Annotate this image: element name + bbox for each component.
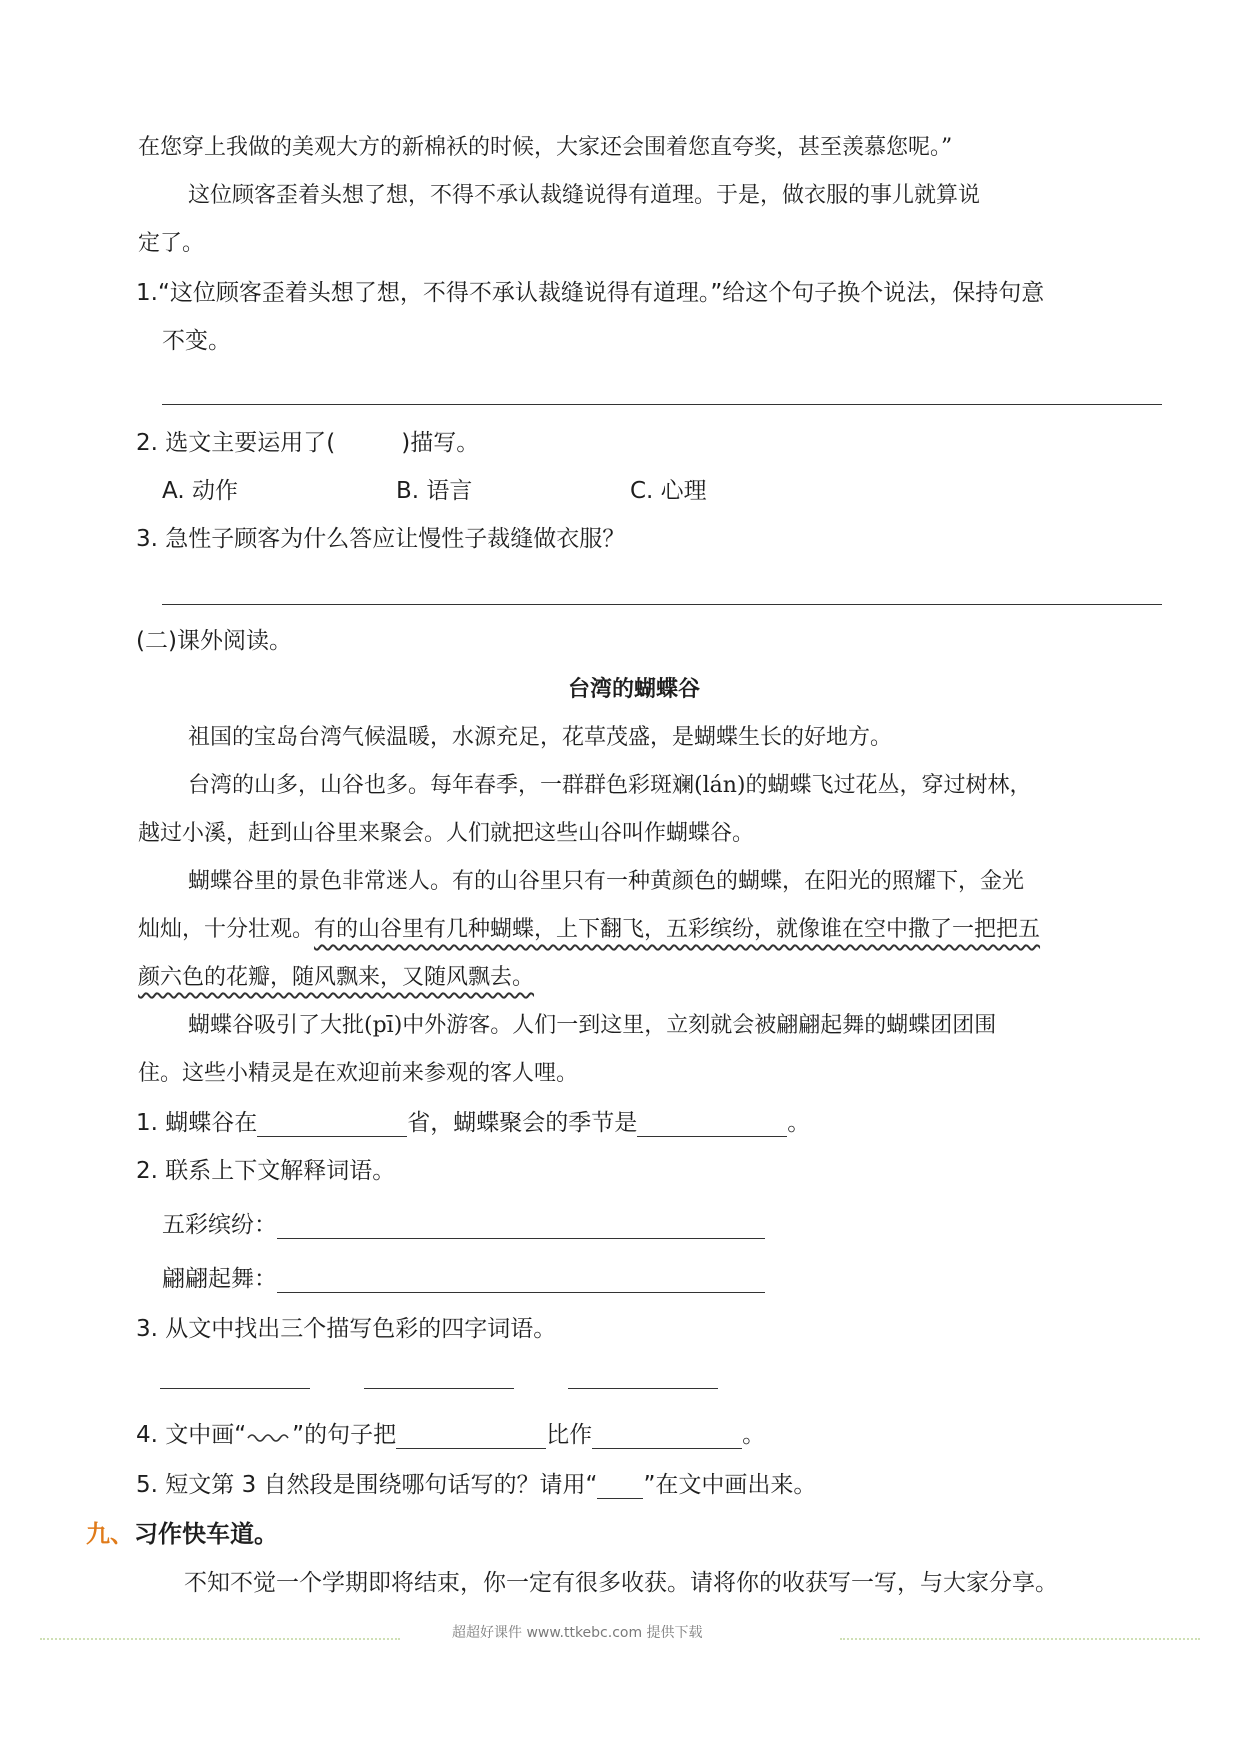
p2-q1-text-b: 省，蝴蝶聚会的季节是: [407, 1110, 638, 1136]
fill-blank-term-1[interactable]: [277, 1216, 765, 1239]
term-1-label: 五彩缤纷：: [162, 1212, 277, 1238]
fill-blank-object[interactable]: [592, 1426, 742, 1449]
wavy-underlined-sentence: 有的山谷里有几种蝴蝶，上下翻飞，五彩缤纷，就像谁在空中撒了一把把五: [314, 917, 1041, 942]
passage-line: 这位顾客歪着头想了想，不得不承认裁缝说得有道理。于是，做衣服的事儿就算说: [188, 183, 981, 208]
p2-question-5: [136, 1466, 816, 1499]
paragraph-3-cont: [138, 912, 1040, 943]
answer-line[interactable]: [162, 404, 1162, 405]
passage-line: 定了。: [138, 231, 205, 256]
p2-question-4: [136, 1416, 765, 1449]
section-9-number: 九、: [86, 1520, 134, 1548]
answer-blank-3[interactable]: [568, 1388, 718, 1389]
fill-blank-province[interactable]: [257, 1114, 407, 1137]
p2-q5-text-a: 5. 短文第 3 自然段是围绕哪句话写的？请用“: [136, 1472, 598, 1498]
fill-blank-term-2[interactable]: [277, 1270, 765, 1293]
writing-prompt: 不知不觉一个学期即将结束，你一定有很多收获。请将你的收获写一写，与大家分享。: [184, 1570, 1058, 1596]
passage-line: 在您穿上我做的美观大方的新棉袄的时候，大家还会围着您直夸奖，甚至羡慕您呢。”: [138, 135, 953, 160]
option-b[interactable]: B. 语言: [396, 478, 473, 504]
answer-blank-1[interactable]: [160, 1388, 310, 1389]
passage-title: 台湾的蝴蝶谷: [568, 677, 701, 702]
question-3: 3. 急性子顾客为什么答应让慢性子裁缝做衣服？: [136, 526, 626, 552]
wavy-underlined-sentence-end: 颜六色的花瓣，随风飘来，又随风飘去。: [138, 965, 535, 990]
paragraph-2: 台湾的山多，山谷也多。每年春季，一群群色彩斑斓(lán)的蝴蝶飞过花丛，穿过树林，: [188, 773, 1032, 798]
decorative-dotted-border: [840, 1638, 1200, 1640]
paragraph-2-cont: 越过小溪，赶到山谷里来聚会。人们就把这些山谷叫作蝴蝶谷。: [138, 821, 755, 846]
paragraph-4: 蝴蝶谷吸引了大批(pī)中外游客。人们一到这里，立刻就会被翩翩起舞的蝴蝶团团围: [188, 1013, 997, 1038]
p2-q4-text-a: 4. 文中画“: [136, 1422, 247, 1448]
question-1: 1.“这位顾客歪着头想了想，不得不承认裁缝说得有道理。”给这个句子换个说法，保持句意: [136, 280, 1045, 306]
p2-question-3: 3. 从文中找出三个描写色彩的四字词语。: [136, 1316, 557, 1342]
paragraph-3-cont2: [138, 960, 534, 991]
p2-q1-text-c: 。: [787, 1110, 811, 1136]
answer-line[interactable]: [162, 604, 1162, 605]
p2-q4-text-d: 。: [742, 1422, 766, 1448]
straight-line-icon: [597, 1478, 643, 1499]
fill-blank-season[interactable]: [637, 1114, 787, 1137]
decorative-dotted-border: [40, 1638, 400, 1640]
p2-question-1: [136, 1104, 810, 1137]
term-2: [162, 1260, 765, 1293]
term-2-label: 翩翩起舞：: [162, 1266, 277, 1292]
option-a[interactable]: A. 动作: [162, 478, 238, 504]
section-9-heading: [86, 1514, 278, 1549]
p2-q1-text-a: 1. 蝴蝶谷在: [136, 1110, 258, 1136]
section-9-title: 习作快车道。: [134, 1520, 278, 1548]
fill-blank-subject[interactable]: [396, 1426, 546, 1449]
section-heading: (二)课外阅读。: [136, 628, 292, 654]
p2-q5-text-b: ”在文中画出来。: [643, 1472, 817, 1498]
wavy-line-icon: [246, 1429, 292, 1443]
question-2-suffix: )描写。: [401, 430, 480, 456]
option-c[interactable]: C. 心理: [630, 478, 707, 504]
question-2-prefix: 2. 选文主要运用了(: [136, 430, 336, 456]
paragraph-1: 祖国的宝岛台湾气候温暖，水源充足，花草茂盛，是蝴蝶生长的好地方。: [188, 725, 893, 750]
paragraph-3: 蝴蝶谷里的景色非常迷人。有的山谷里只有一种黄颜色的蝴蝶，在阳光的照耀下，金光: [188, 869, 1025, 894]
p2-q4-text-b: ”的句子把: [292, 1422, 397, 1448]
question-1-cont: 不变。: [162, 328, 231, 354]
term-1: [162, 1206, 765, 1239]
p2-question-2: 2. 联系上下文解释词语。: [136, 1158, 396, 1184]
paragraph-4-cont: 住。这些小精灵是在欢迎前来参观的客人哩。: [138, 1061, 579, 1086]
paragraph-3-plain: 灿灿，十分壮观。: [138, 917, 315, 942]
answer-blank-2[interactable]: [364, 1388, 514, 1389]
footer-watermark: 超超好课件 www.ttkebc.com 提供下载: [452, 1625, 703, 1641]
question-2: [136, 424, 479, 457]
p2-q4-text-c: 比作: [546, 1422, 593, 1448]
